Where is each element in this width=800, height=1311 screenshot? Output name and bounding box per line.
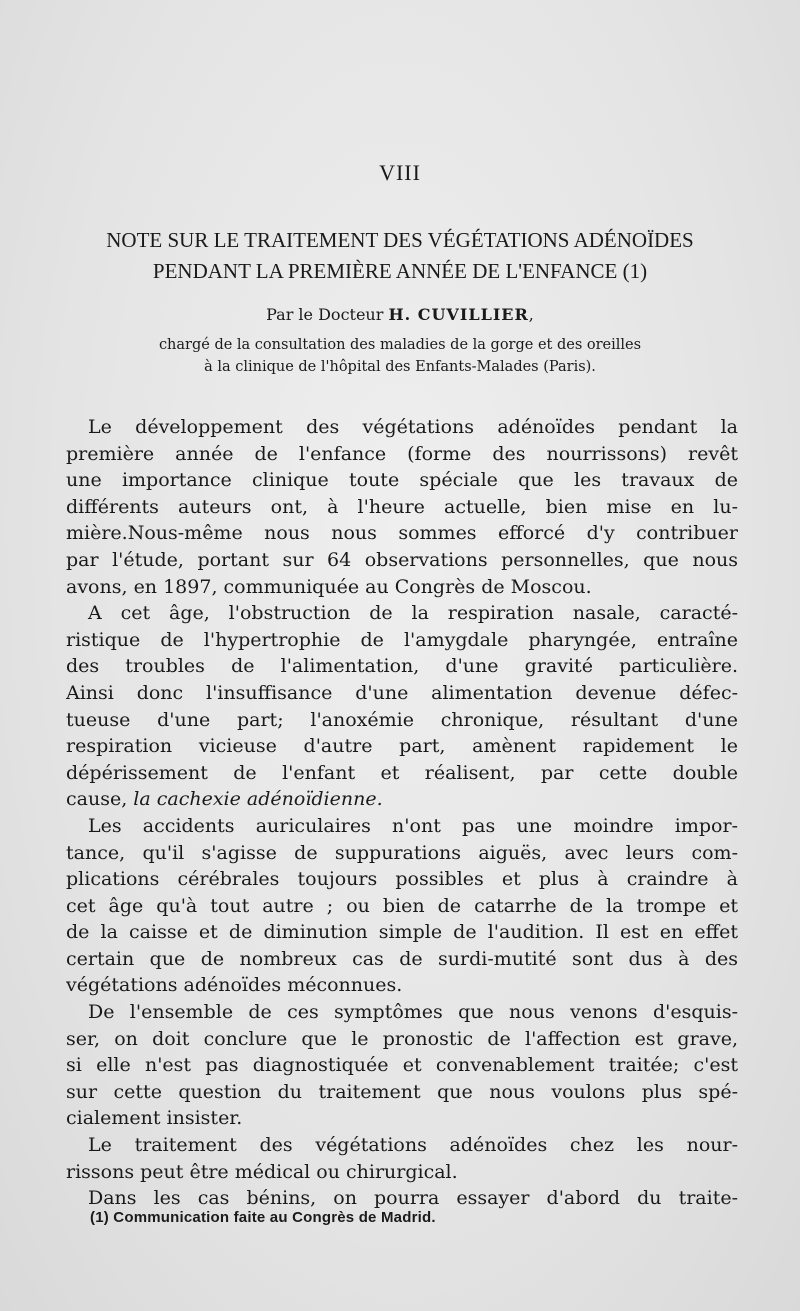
- author-byline: [0, 305, 800, 324]
- affiliation-line-1: chargé de la consultation des maladies de la gorge et des oreilles: [158, 337, 642, 353]
- text-line: Les accidents auriculaires n'ont pas une moindre impor-: [88, 814, 738, 837]
- text-line: cialement insister.: [66, 1107, 243, 1130]
- text-line: des troubles de l'alimentation, d'une gravité particulière.: [66, 655, 738, 678]
- text-line: par l'étude, portant sur 64 observations personnelles, que nous: [66, 548, 738, 571]
- text-line: plications cérébrales toujours possibles et plus à craindre à: [66, 868, 738, 891]
- text-line: respiration vicieuse d'autre part, amènent rapidement le: [66, 735, 738, 758]
- footnote: (1) Communication faite au Congrès de Madrid.: [90, 1209, 436, 1226]
- text-line: A cet âge, l'obstruction de la respiration nasale, caracté-: [88, 602, 738, 625]
- text-line: tueuse d'une part; l'anoxémie chronique, résultant d'une: [66, 708, 738, 731]
- text-line: tance, qu'il s'agisse de suppurations aiguës, avec leurs com-: [66, 841, 738, 864]
- text-fragment: cause,: [66, 788, 128, 811]
- italic-phrase: la cachexie adénoïdienne.: [133, 788, 383, 811]
- text-line: ser, on doit conclure que le pronostic de l'affection est grave,: [66, 1027, 738, 1050]
- article-title: [50, 225, 750, 287]
- author-suffix: ,: [528, 305, 534, 324]
- text-line: mière.Nous-même nous nous sommes efforcé d'y contribuer: [66, 522, 738, 545]
- text-line: Dans les cas bénins, on pourra essayer d'abord du traite-: [88, 1187, 738, 1210]
- text-line: différents auteurs ont, à l'heure actuelle, bien mise en lu-: [66, 495, 738, 518]
- chapter-number: VIII: [379, 160, 421, 185]
- author-prefix: Par le Docteur: [266, 305, 384, 324]
- text-line: cet âge qu'à tout autre ; ou bien de catarrhe de la trompe et: [66, 894, 738, 917]
- text-line: Le développement des végétations adénoïdes pendant la: [88, 416, 738, 438]
- title-line-2: PENDANT LA PREMIÈRE ANNÉE DE L'ENFANCE (1): [152, 259, 648, 283]
- text-line: de la caisse et de diminution simple de l'audition. Il est en effet: [66, 921, 738, 944]
- text-line: De l'ensemble de ces symptômes que nous venons d'esquis-: [88, 1001, 738, 1024]
- text-line: végétations adénoïdes méconnues.: [66, 974, 403, 997]
- text-line: si elle n'est pas diagnostiquée et convenablement traitée; c'est: [66, 1054, 738, 1077]
- text-line: Le traitement des végétations adénoïdes chez les nour-: [88, 1134, 738, 1157]
- text-line: certain que de nombreux cas de surdi-mutité sont dus à des: [66, 947, 738, 970]
- text-line: une importance clinique toute spéciale que les travaux de: [66, 469, 738, 492]
- affiliation-line-2: à la clinique de l'hôpital des Enfants-Malades (Paris).: [204, 359, 596, 375]
- author-name: H. CUVILLIER: [388, 305, 529, 324]
- text-line: dépérissement de l'enfant et réalisent, par cette double: [66, 761, 738, 784]
- text-line: avons, en 1897, communiquée au Congrès de Moscou.: [66, 575, 592, 598]
- text-line: sur cette question du traitement que nous voulons plus spé-: [66, 1080, 738, 1103]
- author-affiliation: [60, 334, 740, 378]
- text-line: Ainsi donc l'insuffisance d'une alimentation devenue défec-: [66, 681, 738, 704]
- body-text: [66, 414, 738, 1212]
- text-line: première année de l'enfance (forme des nourrissons) revêt: [66, 442, 738, 465]
- title-line-1: NOTE SUR LE TRAITEMENT DES VÉGÉTATIONS ADÉNOÏDES: [106, 228, 694, 252]
- text-line: rissons peut être médical ou chirurgical.: [66, 1160, 458, 1183]
- text-line: ristique de l'hypertrophie de l'amygdale pharyngée, entraîne: [66, 628, 738, 651]
- text-line: [66, 786, 738, 813]
